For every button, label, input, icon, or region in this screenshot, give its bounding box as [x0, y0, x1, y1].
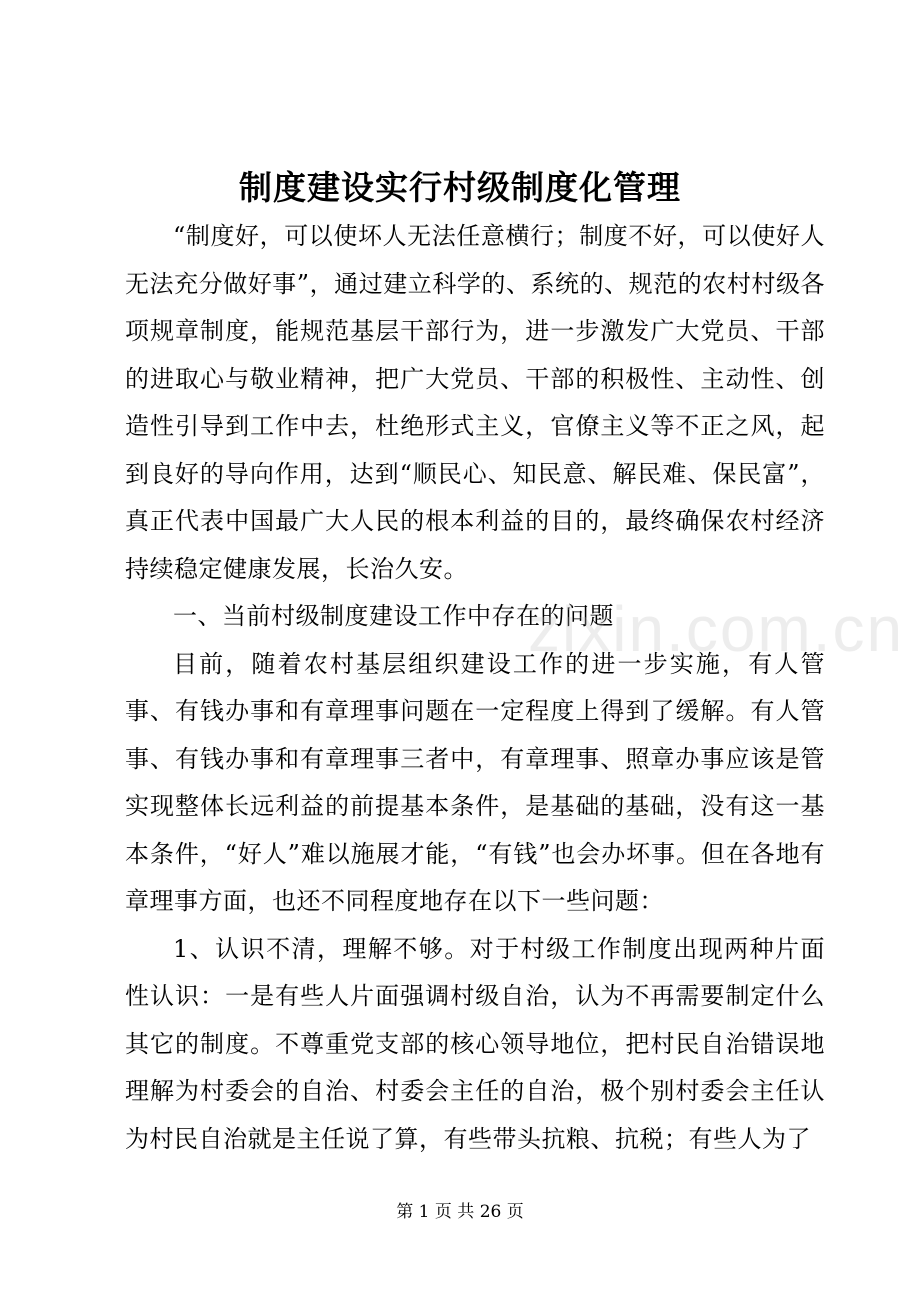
document-body — [125, 213, 825, 1163]
paragraph-intro: “制度好，可以使坏人无法任意横行；制度不好，可以使好人无法充分做好事”，通过建立科学的、系统的、规范的农村村级各项规章制度，能规范基层干部行为，进一步激发广大党员、干部的进取心与敬业精神，把广大党员、干部的积极性、主动性、创造性引导到工作中去，杜绝形式主义，官僚主义等不正之风，起到良好的导向作用，达到“顺民心、知民意、解民难、保民富”，真正代表中国最广大人民的根本利益的目的，最终确保农村经济持续稳定健康发展，长治久安。 — [125, 222, 825, 583]
watermark-text: zixin.com.cn — [528, 593, 905, 665]
section-heading-problems: 一、当前村级制度建设工作中存在的问题 — [173, 602, 614, 630]
document-title: 制度建设实行村级制度化管理 — [239, 168, 681, 207]
paragraph-current-situation: 目前，随着农村基层组织建设工作的进一步实施，有人管事、有钱办事和有章理事问题在一定程度上得到了缓解。有人管事、有钱办事和有章理事三者中，有章理事、照章办事应该是管实现整体长远利益的前提基本条件，是基础的基础，没有这一基本条件，“好人”难以施展才能，“有钱”也会办坏事。但在各地有章理事方面，也还不同程度地存在以下一些问题： — [125, 649, 825, 915]
page-number-label: 第 1 页 共 26 页 — [396, 1202, 524, 1222]
paragraph-point-1: 1、认识不清，理解不够。对于村级工作制度出现两种片面性认识：一是有些人片面强调村级自治，认为不再需要制定什么其它的制度。不尊重党支部的核心领导地位，把村民自治错误地理解为村委会的自治、村委会主任的自治，极个别村委会主任认为村民自治就是主任说了算，有些带头抗粮、抗税；有些人为了 — [125, 934, 825, 1153]
page-footer — [0, 1200, 920, 1224]
